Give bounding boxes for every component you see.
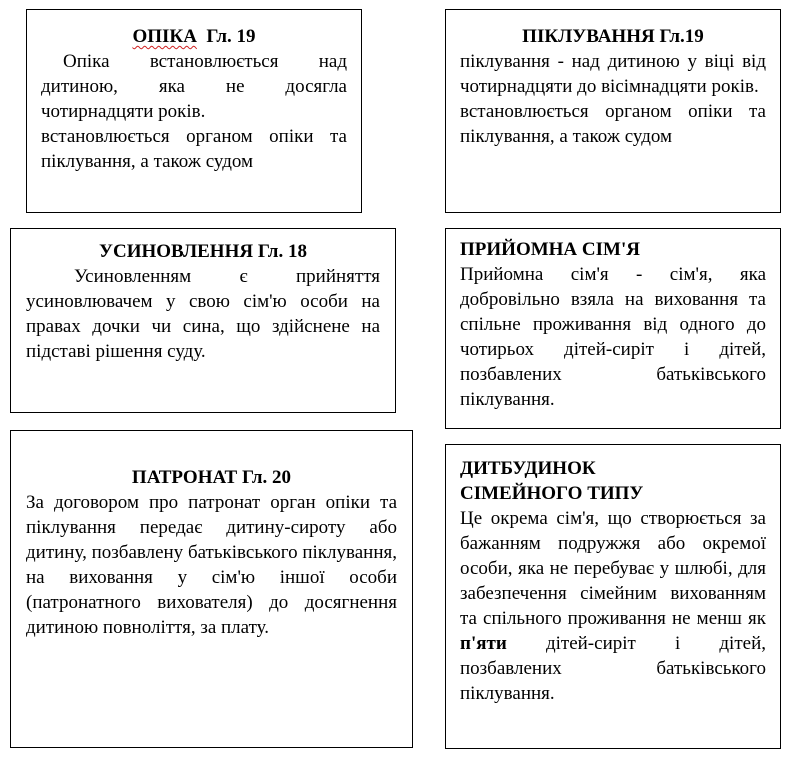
pikluvannia-title: ПІКЛУВАННЯ Гл.19 (522, 26, 704, 47)
dytbudynok-title-line2: СІМЕЙНОГО ТИПУ (460, 483, 644, 504)
pikluvannia-authority: встановлюється органом опіки та піклування, а також судом (460, 101, 766, 147)
dytbudynok-text-after: дітей-сиріт і дітей, позбавлених батьківського піклування. (460, 633, 766, 704)
opika-box (26, 9, 362, 213)
opika-title-ref: Гл. 19 (206, 26, 256, 47)
opika-title (41, 24, 347, 49)
dytbudynok-definition (460, 506, 766, 706)
patronat-box (10, 430, 413, 748)
pryiomna-box (445, 228, 781, 429)
dytbudynok-box (445, 444, 781, 749)
opika-title-word: ОПІКА (132, 26, 197, 47)
dytbudynok-title-line1: ДИТБУДИНОК (460, 458, 596, 479)
usynovlennia-box (10, 228, 396, 413)
pikluvannia-definition: піклування - над дитиною у віці від чотирнадцяти до вісімнадцяти років. (460, 51, 766, 97)
usynovlennia-definition: Усиновленням є прийняття усиновлювачем у свою сім'ю особи на правах дочки чи сина, що здійснене на підставі рішення суду. (26, 266, 380, 362)
patronat-definition: За договором про патронат орган опіки та піклування передає дитину-сироту або дитину, позбавлену батьківського піклування, на виховання у сім'ю іншої особи (патронатного вихователя) до досягнення дитиною повноліття, за плату. (26, 492, 397, 638)
pryiomna-title: ПРИЙОМНА СІМ'Я (460, 239, 640, 260)
patronat-title: ПАТРОНАТ Гл. 20 (131, 467, 292, 488)
pryiomna-definition: Прийомна сім'я - сім'я, яка добровільно взяла на виховання та спільне проживання від одного до чотирьох дітей-сиріт і дітей, позбавлених батьківського піклування. (460, 264, 766, 410)
dytbudynok-text-bold: п'яти (460, 633, 507, 654)
usynovlennia-title: УСИНОВЛЕННЯ Гл. 18 (99, 241, 307, 262)
dytbudynok-text-before: Це окрема сім'я, що створюється за бажанням подружжя або окремої особи, яка не перебуває у шлюбі, для забезпечення сімейним вихованням та спільного проживання не менш як (460, 508, 766, 629)
opika-authority: встановлюється органом опіки та піклування, а також судом (41, 126, 347, 172)
pikluvannia-box (445, 9, 781, 213)
opika-definition: Опіка встановлюється над дитиною, яка не досягла чотирнадцяти років. (41, 51, 347, 122)
